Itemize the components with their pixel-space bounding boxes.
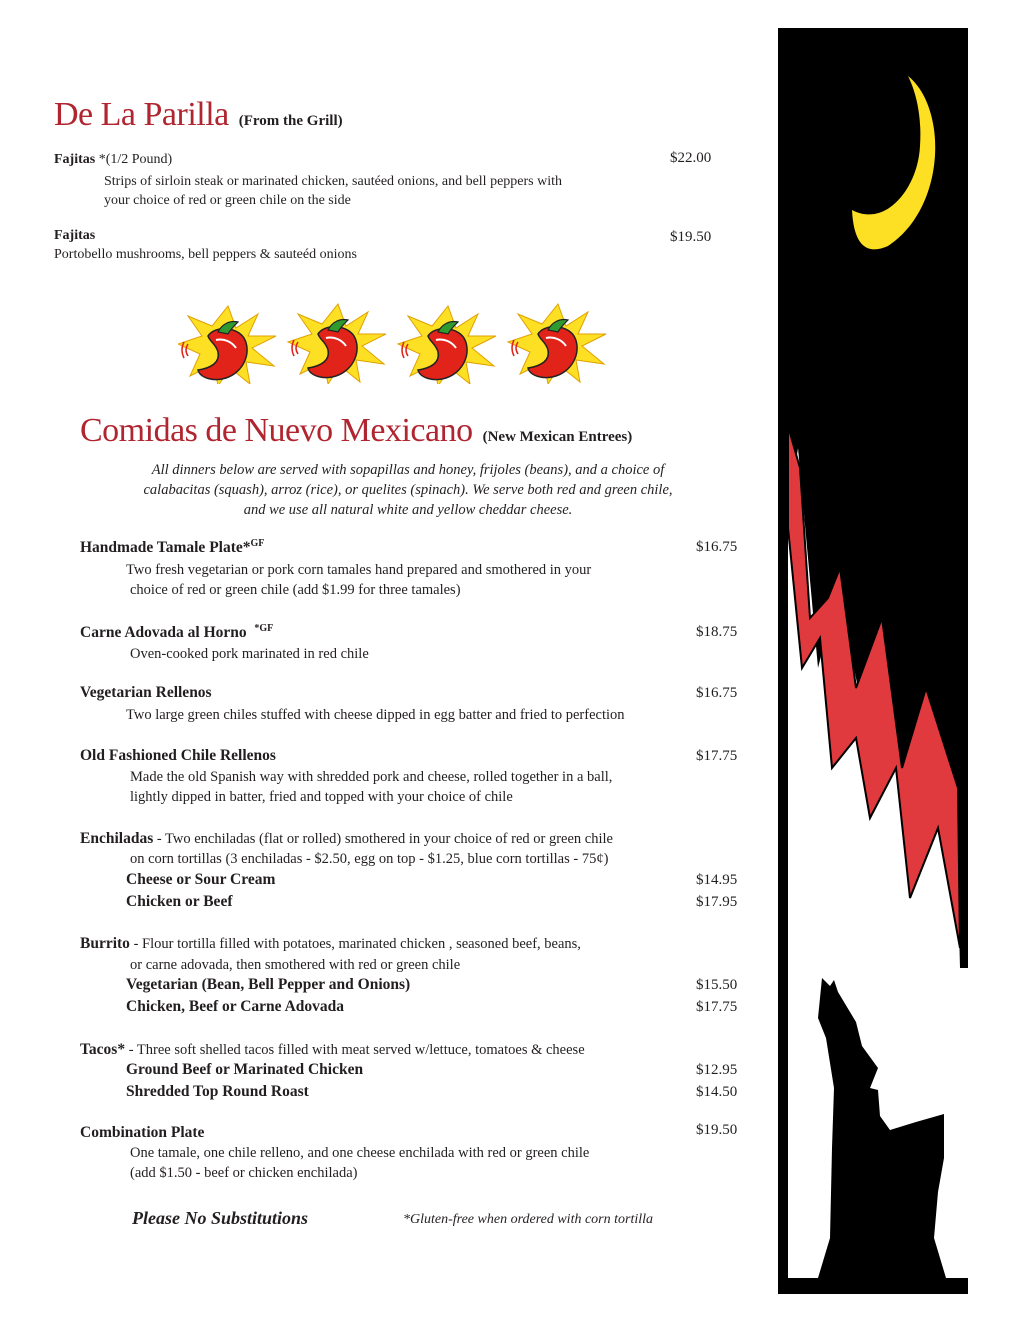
item-name: Old Fashioned Chile Rellenos bbox=[80, 747, 276, 764]
item-price: $16.75 bbox=[696, 539, 738, 555]
item-price: $16.75 bbox=[696, 685, 738, 701]
mexican-heading bbox=[80, 412, 632, 450]
item-name: Enchiladas bbox=[80, 830, 154, 847]
pepper-3 bbox=[398, 306, 496, 384]
pepper-1 bbox=[178, 306, 276, 384]
gluten-free-note: *Gluten-free when ordered with corn tortilla bbox=[403, 1212, 654, 1227]
option-price: $15.50 bbox=[696, 977, 738, 993]
item-description: One tamale, one chile relleno, and one cheese enchilada with red or green chile (add $1.50 - beef or chicken enchilada) bbox=[130, 1145, 590, 1181]
option-price: $17.75 bbox=[696, 999, 738, 1015]
item-price: $18.75 bbox=[696, 624, 738, 640]
mexican-title: Comidas de Nuevo Mexicano bbox=[80, 412, 473, 449]
option-label: Vegetarian (Bean, Bell Pepper and Onions) bbox=[126, 976, 411, 993]
item-description: Portobello mushrooms, bell peppers & sauteéd onions bbox=[54, 247, 357, 262]
item-name: Vegetarian Rellenos bbox=[80, 684, 212, 701]
desc-line: Strips of sirloin steak or marinated chicken, sautéed onions, and bell peppers with bbox=[104, 174, 563, 189]
item-name: Carne Adovada al Horno $^{*GF}$ bbox=[80, 623, 274, 642]
item-price: $19.50 bbox=[670, 229, 712, 245]
pepper-2 bbox=[288, 304, 386, 384]
desc-line: your choice of red or green chile on the side bbox=[104, 193, 351, 208]
item-description: or carne adovada, then smothered with red or green chile bbox=[130, 957, 461, 973]
option-price: $14.95 bbox=[696, 872, 738, 888]
item-description: Made the old Spanish way with shredded pork and cheese, rolled together in a ball, lightly dipped in batter, fried and topped with your choice of chile bbox=[130, 769, 613, 805]
tacos-line: Tacos* - Three soft shelled tacos filled with meat served w/lettuce, tomatoes & cheese bbox=[80, 1041, 585, 1058]
option-price: $14.50 bbox=[696, 1084, 738, 1100]
chile-peppers-illustration bbox=[178, 302, 610, 384]
item-name: Handmade Tamale Plate*$^{GF}$ bbox=[80, 538, 265, 557]
option-price: $12.95 bbox=[696, 1062, 738, 1078]
item-description: on corn tortillas (3 enchiladas - $2.50, egg on top - $1.25, blue corn tortillas - 75¢) bbox=[130, 851, 609, 867]
item-name: Fajitas bbox=[54, 152, 96, 167]
item-name: Burrito bbox=[80, 935, 130, 952]
item-price: $17.75 bbox=[696, 748, 738, 764]
night-sky-panel bbox=[778, 28, 968, 1294]
option-label: Chicken, Beef or Carne Adovada bbox=[126, 998, 345, 1015]
item-price: $22.00 bbox=[670, 150, 712, 166]
intro-line: All dinners below are served with sopapillas and honey, frijoles (beans), and a choice of bbox=[151, 462, 665, 478]
pepper-4 bbox=[508, 304, 606, 384]
burrito-line: Burrito - Flour tortilla filled with potatoes, marinated chicken , seasoned beef, beans, bbox=[80, 935, 581, 952]
item-name: Fajitas bbox=[54, 228, 96, 243]
enchiladas-line: Enchiladas - Two enchiladas (flat or rolled) smothered in your choice of red or green chile bbox=[80, 830, 613, 847]
item-name: Tacos* bbox=[80, 1041, 126, 1058]
intro-text bbox=[88, 460, 728, 520]
intro-line: calabacitas (squash), arroz (rice), or quelites (spinach). We serve both red and green chile, bbox=[143, 482, 673, 498]
item-name: Combination Plate bbox=[80, 1124, 205, 1141]
option-label: Chicken or Beef bbox=[126, 893, 233, 910]
mexican-subtitle: (New Mexican Entrees) bbox=[482, 429, 633, 445]
grill-item-1 bbox=[54, 152, 172, 168]
grill-title: De La Parilla bbox=[54, 96, 229, 133]
item-description: Two fresh vegetarian or pork corn tamales hand prepared and smothered in your choice of red or green chile (add $1.99 for three tamales) bbox=[126, 562, 592, 598]
item-description: Oven-cooked pork marinated in red chile bbox=[130, 646, 369, 662]
item-note: *(1/2 Pound) bbox=[98, 152, 173, 167]
option-label: Ground Beef or Marinated Chicken bbox=[126, 1061, 364, 1078]
option-label: Shredded Top Round Roast bbox=[126, 1083, 309, 1100]
item-price: $19.50 bbox=[696, 1122, 738, 1138]
item-description: Two large green chiles stuffed with cheese dipped in egg batter and fried to perfection bbox=[126, 707, 625, 723]
grill-heading bbox=[54, 96, 343, 134]
item-description bbox=[104, 172, 562, 210]
grill-subtitle: (From the Grill) bbox=[238, 113, 343, 129]
no-substitutions-note: Please No Substitutions bbox=[132, 1208, 309, 1228]
option-label: Cheese or Sour Cream bbox=[126, 871, 276, 888]
intro-line: and we use all natural white and yellow cheddar cheese. bbox=[243, 502, 573, 518]
option-price: $17.95 bbox=[696, 894, 738, 910]
